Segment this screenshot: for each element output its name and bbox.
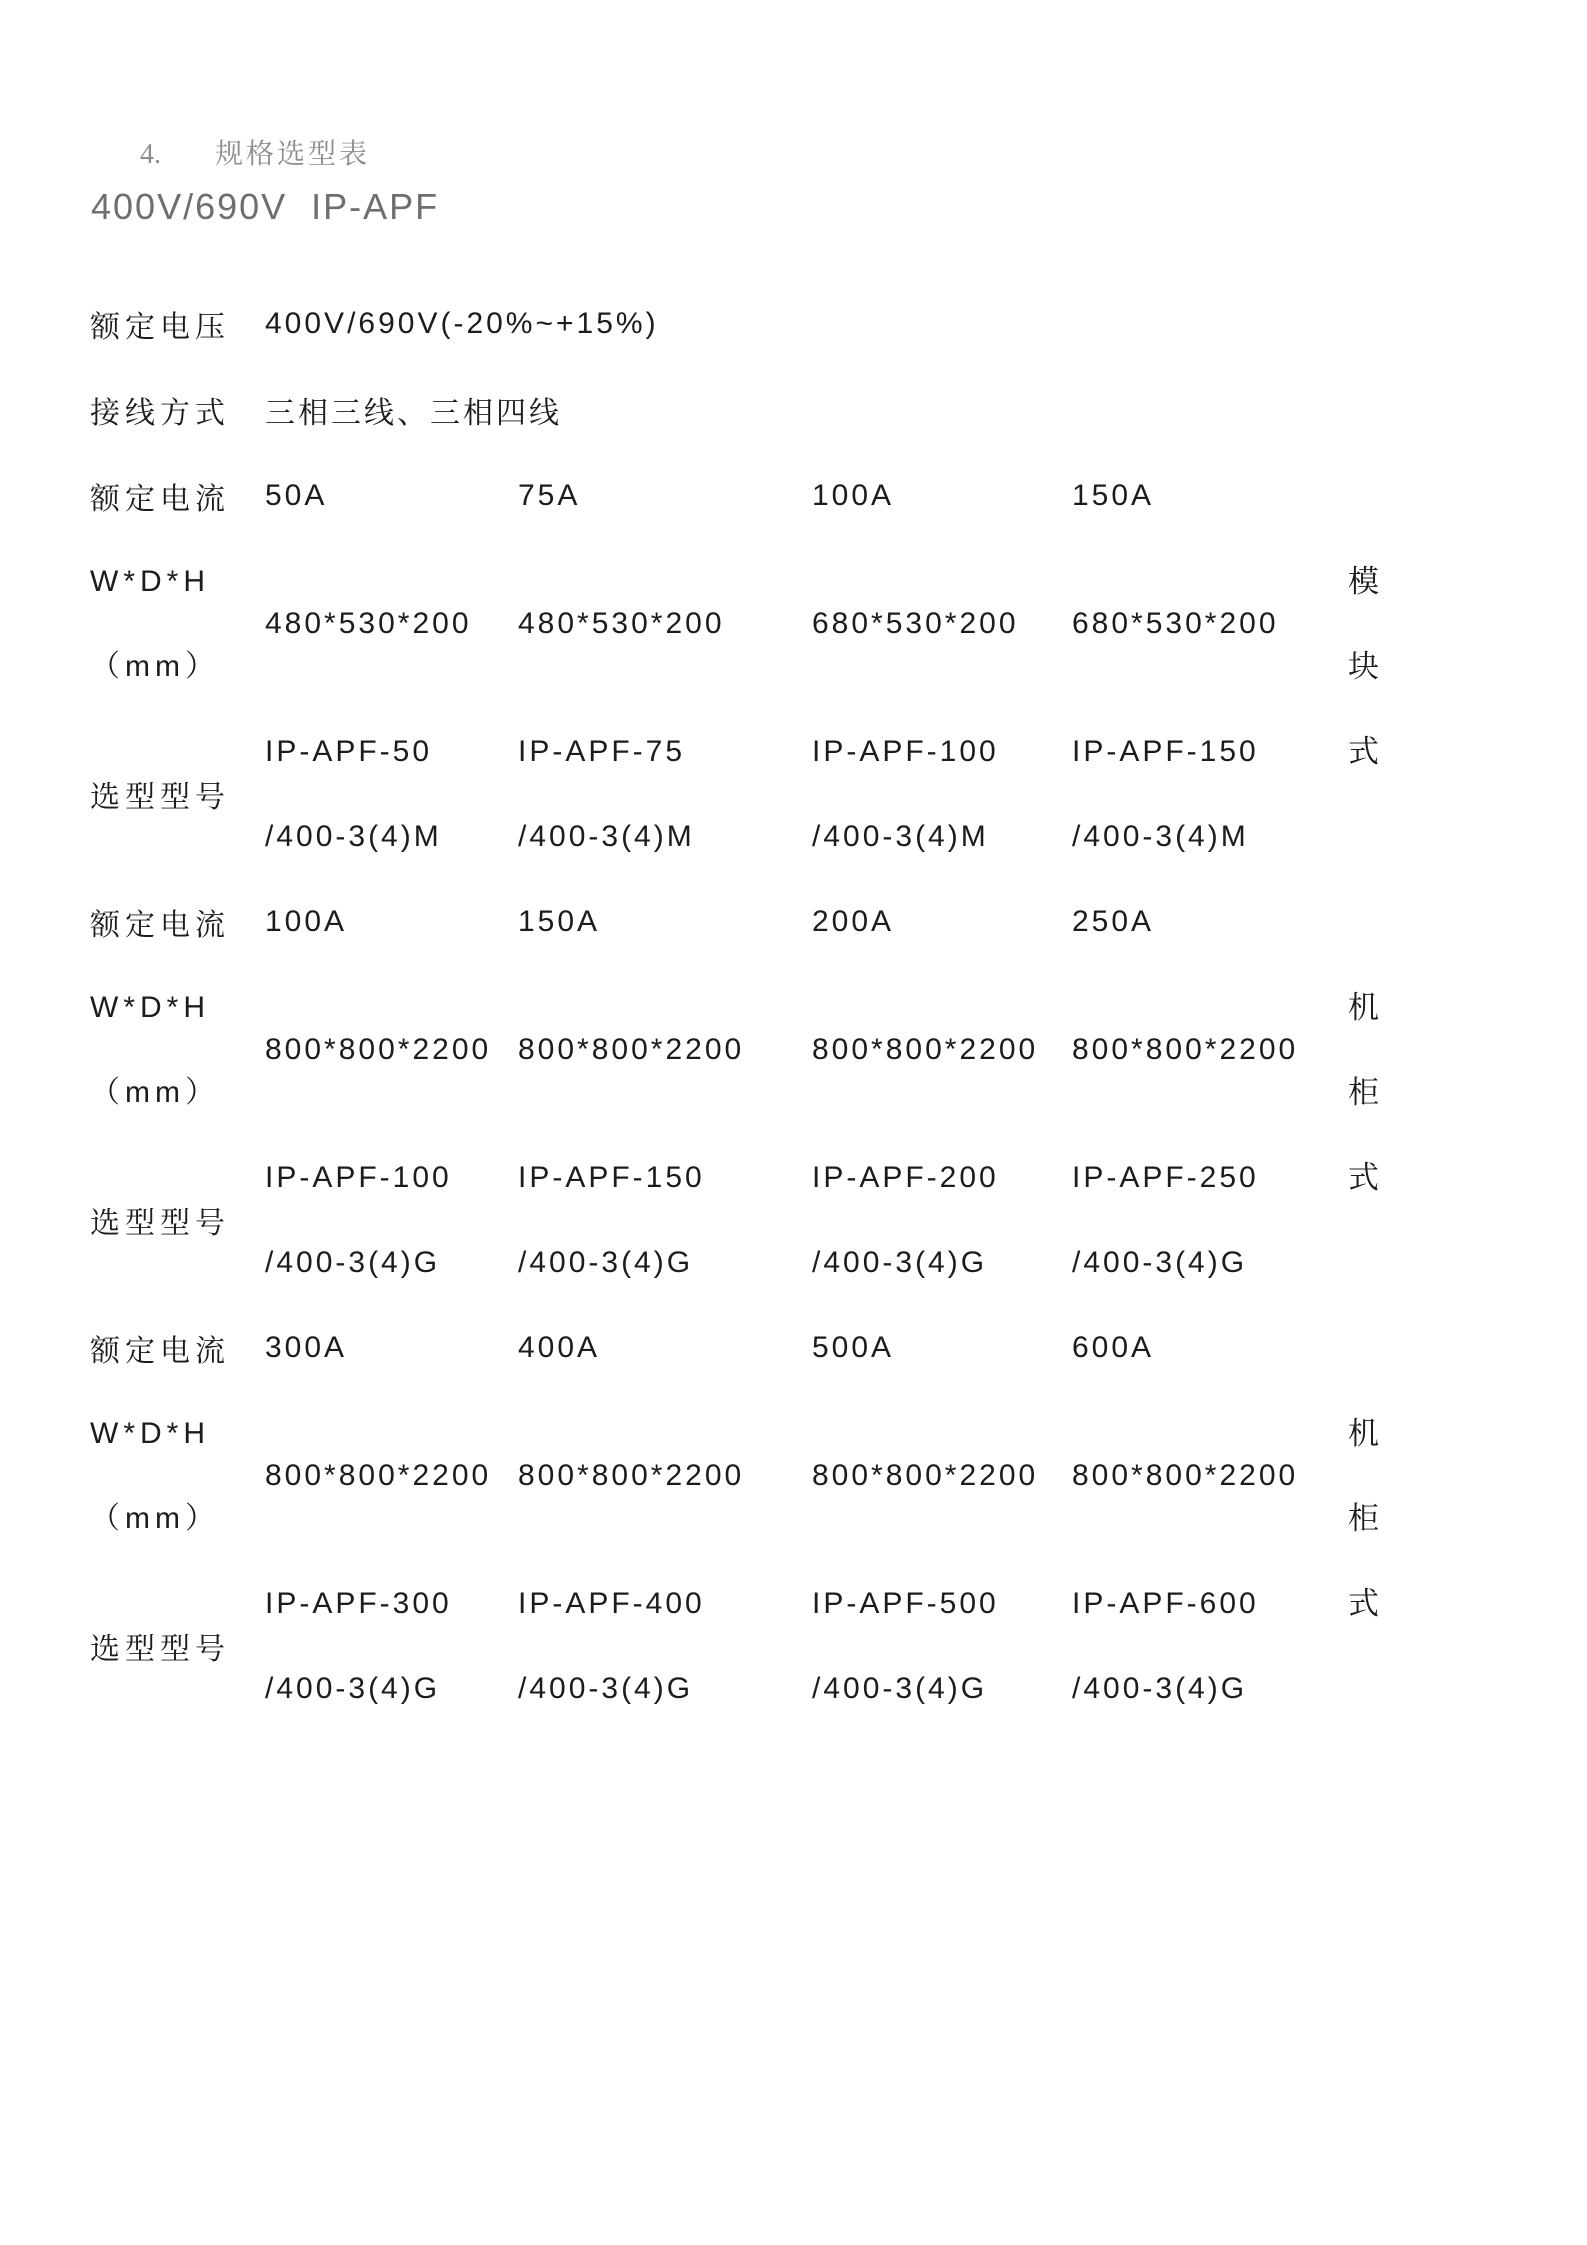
- type-char: 柜: [1348, 1074, 1379, 1110]
- table-row-dimensions-1: [90, 539, 1497, 709]
- table-row-dimensions-3: [90, 1391, 1497, 1561]
- type-char: 式: [1348, 1585, 1379, 1621]
- dimension-cell: 680*530*200: [1072, 607, 1279, 640]
- page-subtitle: 400V/690V IP-APF: [91, 186, 440, 227]
- row-label-model: 选型型号: [90, 1207, 230, 1240]
- table-row-rated-current-3: [90, 1305, 1497, 1391]
- model-line1: IP-APF-500: [812, 1587, 999, 1620]
- dimension-cell: 800*800*2200: [812, 1459, 1039, 1492]
- table-row-wiring-mode: [90, 367, 1497, 453]
- model-line1: IP-APF-400: [518, 1587, 705, 1620]
- table-row-model-1: [90, 709, 1497, 879]
- row-label-model: 选型型号: [90, 781, 230, 814]
- section-title-text: 规格选型表: [215, 139, 371, 170]
- wiring-mode-value: 三相三线、三相四线: [265, 397, 562, 430]
- model-cell: [1072, 1561, 1348, 1731]
- dimension-cell: 680*530*200: [812, 607, 1019, 640]
- type-char: 模: [1348, 563, 1379, 599]
- model-cell: [812, 1135, 1072, 1305]
- dimensions-label-line1: W*D*H: [90, 565, 210, 598]
- type-char: 块: [1348, 648, 1379, 684]
- model-line2: /400-3(4)M: [265, 820, 442, 853]
- model-line2: /400-3(4)G: [518, 1246, 694, 1279]
- current-cell: 150A: [518, 905, 601, 938]
- dimension-cell: 800*800*2200: [1072, 1459, 1299, 1492]
- row-label-wiring-mode: 接线方式: [90, 397, 230, 430]
- current-cell: 50A: [265, 479, 328, 512]
- model-line2: /400-3(4)M: [518, 820, 695, 853]
- dimension-cell: 800*800*2200: [518, 1033, 745, 1066]
- model-line1: IP-APF-150: [518, 1161, 705, 1194]
- model-cell: [265, 709, 518, 879]
- model-cell: [1072, 1135, 1348, 1305]
- dimension-cell: 800*800*2200: [518, 1459, 745, 1492]
- table-row-model-2: [90, 1135, 1497, 1305]
- model-line2: /400-3(4)G: [1072, 1672, 1248, 1705]
- model-cell: [265, 1561, 518, 1731]
- dimensions-label-line1: W*D*H: [90, 991, 210, 1024]
- type-cell-cabinet: [1348, 879, 1497, 1305]
- current-cell: 500A: [812, 1331, 895, 1364]
- dimensions-label-line2: （mm）: [90, 650, 220, 683]
- type-char: 机: [1348, 989, 1379, 1025]
- type-char: 式: [1348, 1159, 1379, 1195]
- model-cell: [518, 709, 812, 879]
- model-line1: IP-APF-50: [265, 735, 433, 768]
- model-line2: /400-3(4)G: [265, 1246, 441, 1279]
- model-cell: [265, 1135, 518, 1305]
- current-cell: 200A: [812, 905, 895, 938]
- current-cell: 600A: [1072, 1331, 1155, 1364]
- row-label-rated-current: 额定电流: [90, 909, 230, 942]
- model-line1: IP-APF-250: [1072, 1161, 1259, 1194]
- row-label-dimensions: [90, 965, 265, 1135]
- model-line2: /400-3(4)G: [265, 1672, 441, 1705]
- current-cell: 300A: [265, 1331, 348, 1364]
- current-cell: 400A: [518, 1331, 601, 1364]
- model-line2: /400-3(4)G: [518, 1672, 694, 1705]
- dimension-cell: 800*800*2200: [265, 1459, 492, 1492]
- current-cell: 250A: [1072, 905, 1155, 938]
- vertical-type-label: [1348, 539, 1497, 794]
- model-line2: /400-3(4)G: [1072, 1246, 1248, 1279]
- model-line2: /400-3(4)G: [812, 1246, 988, 1279]
- row-label-rated-current: 额定电流: [90, 1335, 230, 1368]
- type-cell-cabinet: [1348, 1305, 1497, 1731]
- current-cell: 100A: [265, 905, 348, 938]
- table-row-dimensions-2: [90, 965, 1497, 1135]
- current-cell: 150A: [1072, 479, 1155, 512]
- model-cell: [1072, 709, 1348, 879]
- row-label-rated-voltage: 额定电压: [90, 311, 230, 344]
- vertical-type-label: [1348, 1391, 1497, 1646]
- row-label-model: 选型型号: [90, 1633, 230, 1666]
- dimensions-label-line2: （mm）: [90, 1502, 220, 1535]
- table-row-rated-voltage: [90, 281, 1497, 367]
- dimensions-label-line1: W*D*H: [90, 1417, 210, 1450]
- model-line1: IP-APF-200: [812, 1161, 999, 1194]
- section-number: 4.: [140, 139, 161, 170]
- spec-selection-table: [90, 281, 1497, 1731]
- table-row-rated-current-1: [90, 453, 1497, 539]
- row-label-rated-current: 额定电流: [90, 483, 230, 516]
- row-label-dimensions: [90, 1391, 265, 1561]
- model-line1: IP-APF-100: [812, 735, 999, 768]
- model-line1: IP-APF-600: [1072, 1587, 1259, 1620]
- model-cell: [518, 1561, 812, 1731]
- model-line1: IP-APF-100: [265, 1161, 452, 1194]
- dimension-cell: 800*800*2200: [265, 1033, 492, 1066]
- rated-voltage-value: 400V/690V(-20%~+15%): [265, 307, 659, 340]
- row-label-dimensions: [90, 539, 265, 709]
- type-cell-module: [1348, 453, 1497, 879]
- model-line1: IP-APF-75: [518, 735, 686, 768]
- model-line1: IP-APF-150: [1072, 735, 1259, 768]
- model-cell: [518, 1135, 812, 1305]
- type-char: 柜: [1348, 1500, 1379, 1536]
- current-cell: 100A: [812, 479, 895, 512]
- dimension-cell: 480*530*200: [518, 607, 725, 640]
- type-char: 机: [1348, 1415, 1379, 1451]
- vertical-type-label: [1348, 965, 1497, 1220]
- dimensions-label-line2: （mm）: [90, 1076, 220, 1109]
- dimension-cell: 480*530*200: [265, 607, 472, 640]
- table-row-rated-current-2: [90, 879, 1497, 965]
- model-cell: [812, 709, 1072, 879]
- dimension-cell: 800*800*2200: [812, 1033, 1039, 1066]
- model-line1: IP-APF-300: [265, 1587, 452, 1620]
- model-line2: /400-3(4)M: [1072, 820, 1249, 853]
- current-cell: 75A: [518, 479, 581, 512]
- model-cell: [812, 1561, 1072, 1731]
- model-line2: /400-3(4)M: [812, 820, 989, 853]
- table-row-model-3: [90, 1561, 1497, 1731]
- dimension-cell: 800*800*2200: [1072, 1033, 1299, 1066]
- type-char: 式: [1348, 733, 1379, 769]
- model-line2: /400-3(4)G: [812, 1672, 988, 1705]
